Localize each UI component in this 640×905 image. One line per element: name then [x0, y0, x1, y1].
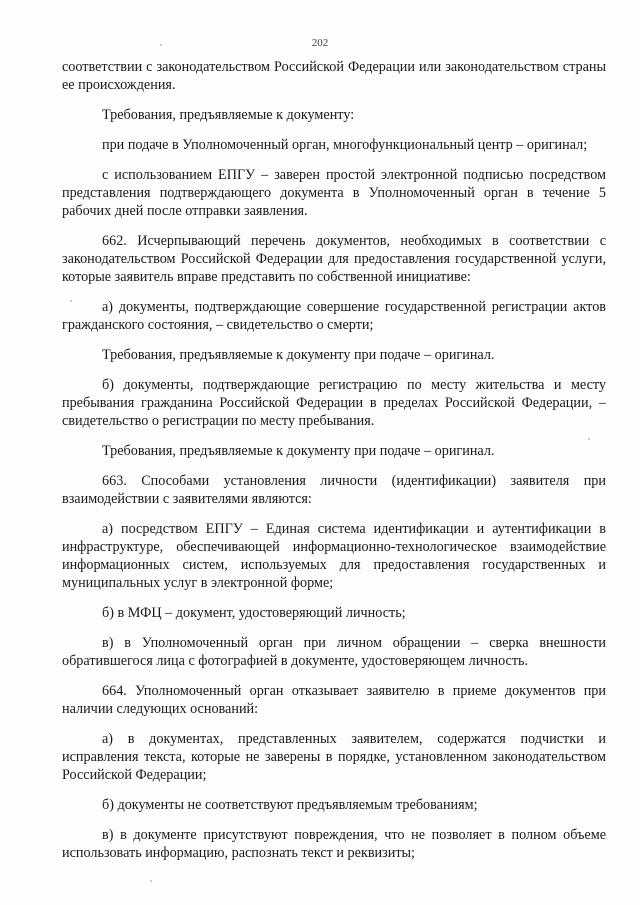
- paragraph: а) посредством ЕПГУ – Единая система идентификации и аутентификации в инфраструктуре, обеспечивающей информационно-технологическое взаимодействие информационных систем, используемых для предоставления государственных и муниципальных услуг в электронной форме;: [62, 521, 606, 591]
- paragraph: б) документы, подтверждающие регистрацию по месту жительства и месту пребывания гражданина Российской Федерации в пределах Российской Федерации, – свидетельство о регистрации по месту пребывания.: [62, 377, 606, 429]
- paragraph: 663. Способами установления личности (идентификации) заявителя при взаимодействии с заявителями являются:: [62, 473, 606, 507]
- paragraph: а) документы, подтверждающие совершение государственной регистрации актов гражданского состояния, – свидетельство о смерти;: [62, 299, 606, 333]
- document-body: [62, 58, 606, 874]
- paragraph: в) в Уполномоченный орган при личном обращении – сверка внешности обратившегося лица с фотографией в документе, удостоверяющем личность.: [62, 635, 606, 669]
- paragraph: 662. Исчерпывающий перечень документов, необходимых в соответствии с законодательством Российской Федерации для предоставления государственной услуги, которые заявитель вправе представить по собственной инициативе:: [62, 233, 606, 285]
- page-number: 202: [311, 37, 329, 49]
- paragraph: а) в документах, представленных заявителем, содержатся подчистки и исправления текста, которые не заверены в порядке, установленном законодательством Российской Федерации;: [62, 731, 606, 783]
- paragraph: 664. Уполномоченный орган отказывает заявителю в приеме документов при наличии следующих оснований:: [62, 683, 606, 717]
- paragraph: в) в документе присутствуют повреждения, что не позволяет в полном объеме использовать информацию, распознать текст и реквизиты;: [62, 827, 606, 861]
- paragraph: б) в МФЦ – документ, удостоверяющий личность;: [102, 605, 406, 621]
- paragraph: Требования, предъявляемые к документу при подаче – оригинал.: [102, 443, 495, 459]
- paragraph: б) документы не соответствуют предъявляемым требованиям;: [102, 797, 478, 813]
- scan-speck: [160, 44, 162, 46]
- scan-speck: [150, 880, 152, 882]
- paragraph: Требования, предъявляемые к документу при подаче – оригинал.: [102, 347, 495, 363]
- paragraph: с использованием ЕПГУ – заверен простой электронной подписью посредством представления подтверждающего документа в Уполномоченный орган в течение 5 рабочих дней после отправки заявления.: [62, 167, 606, 219]
- paragraph: Требования, предъявляемые к документу:: [102, 107, 355, 123]
- paragraph: соответствии с законодательством Российской Федерации или законодательством страны ее происхождения.: [62, 59, 606, 93]
- paragraph: при подаче в Уполномоченный орган, многофункциональный центр – оригинал;: [102, 137, 588, 153]
